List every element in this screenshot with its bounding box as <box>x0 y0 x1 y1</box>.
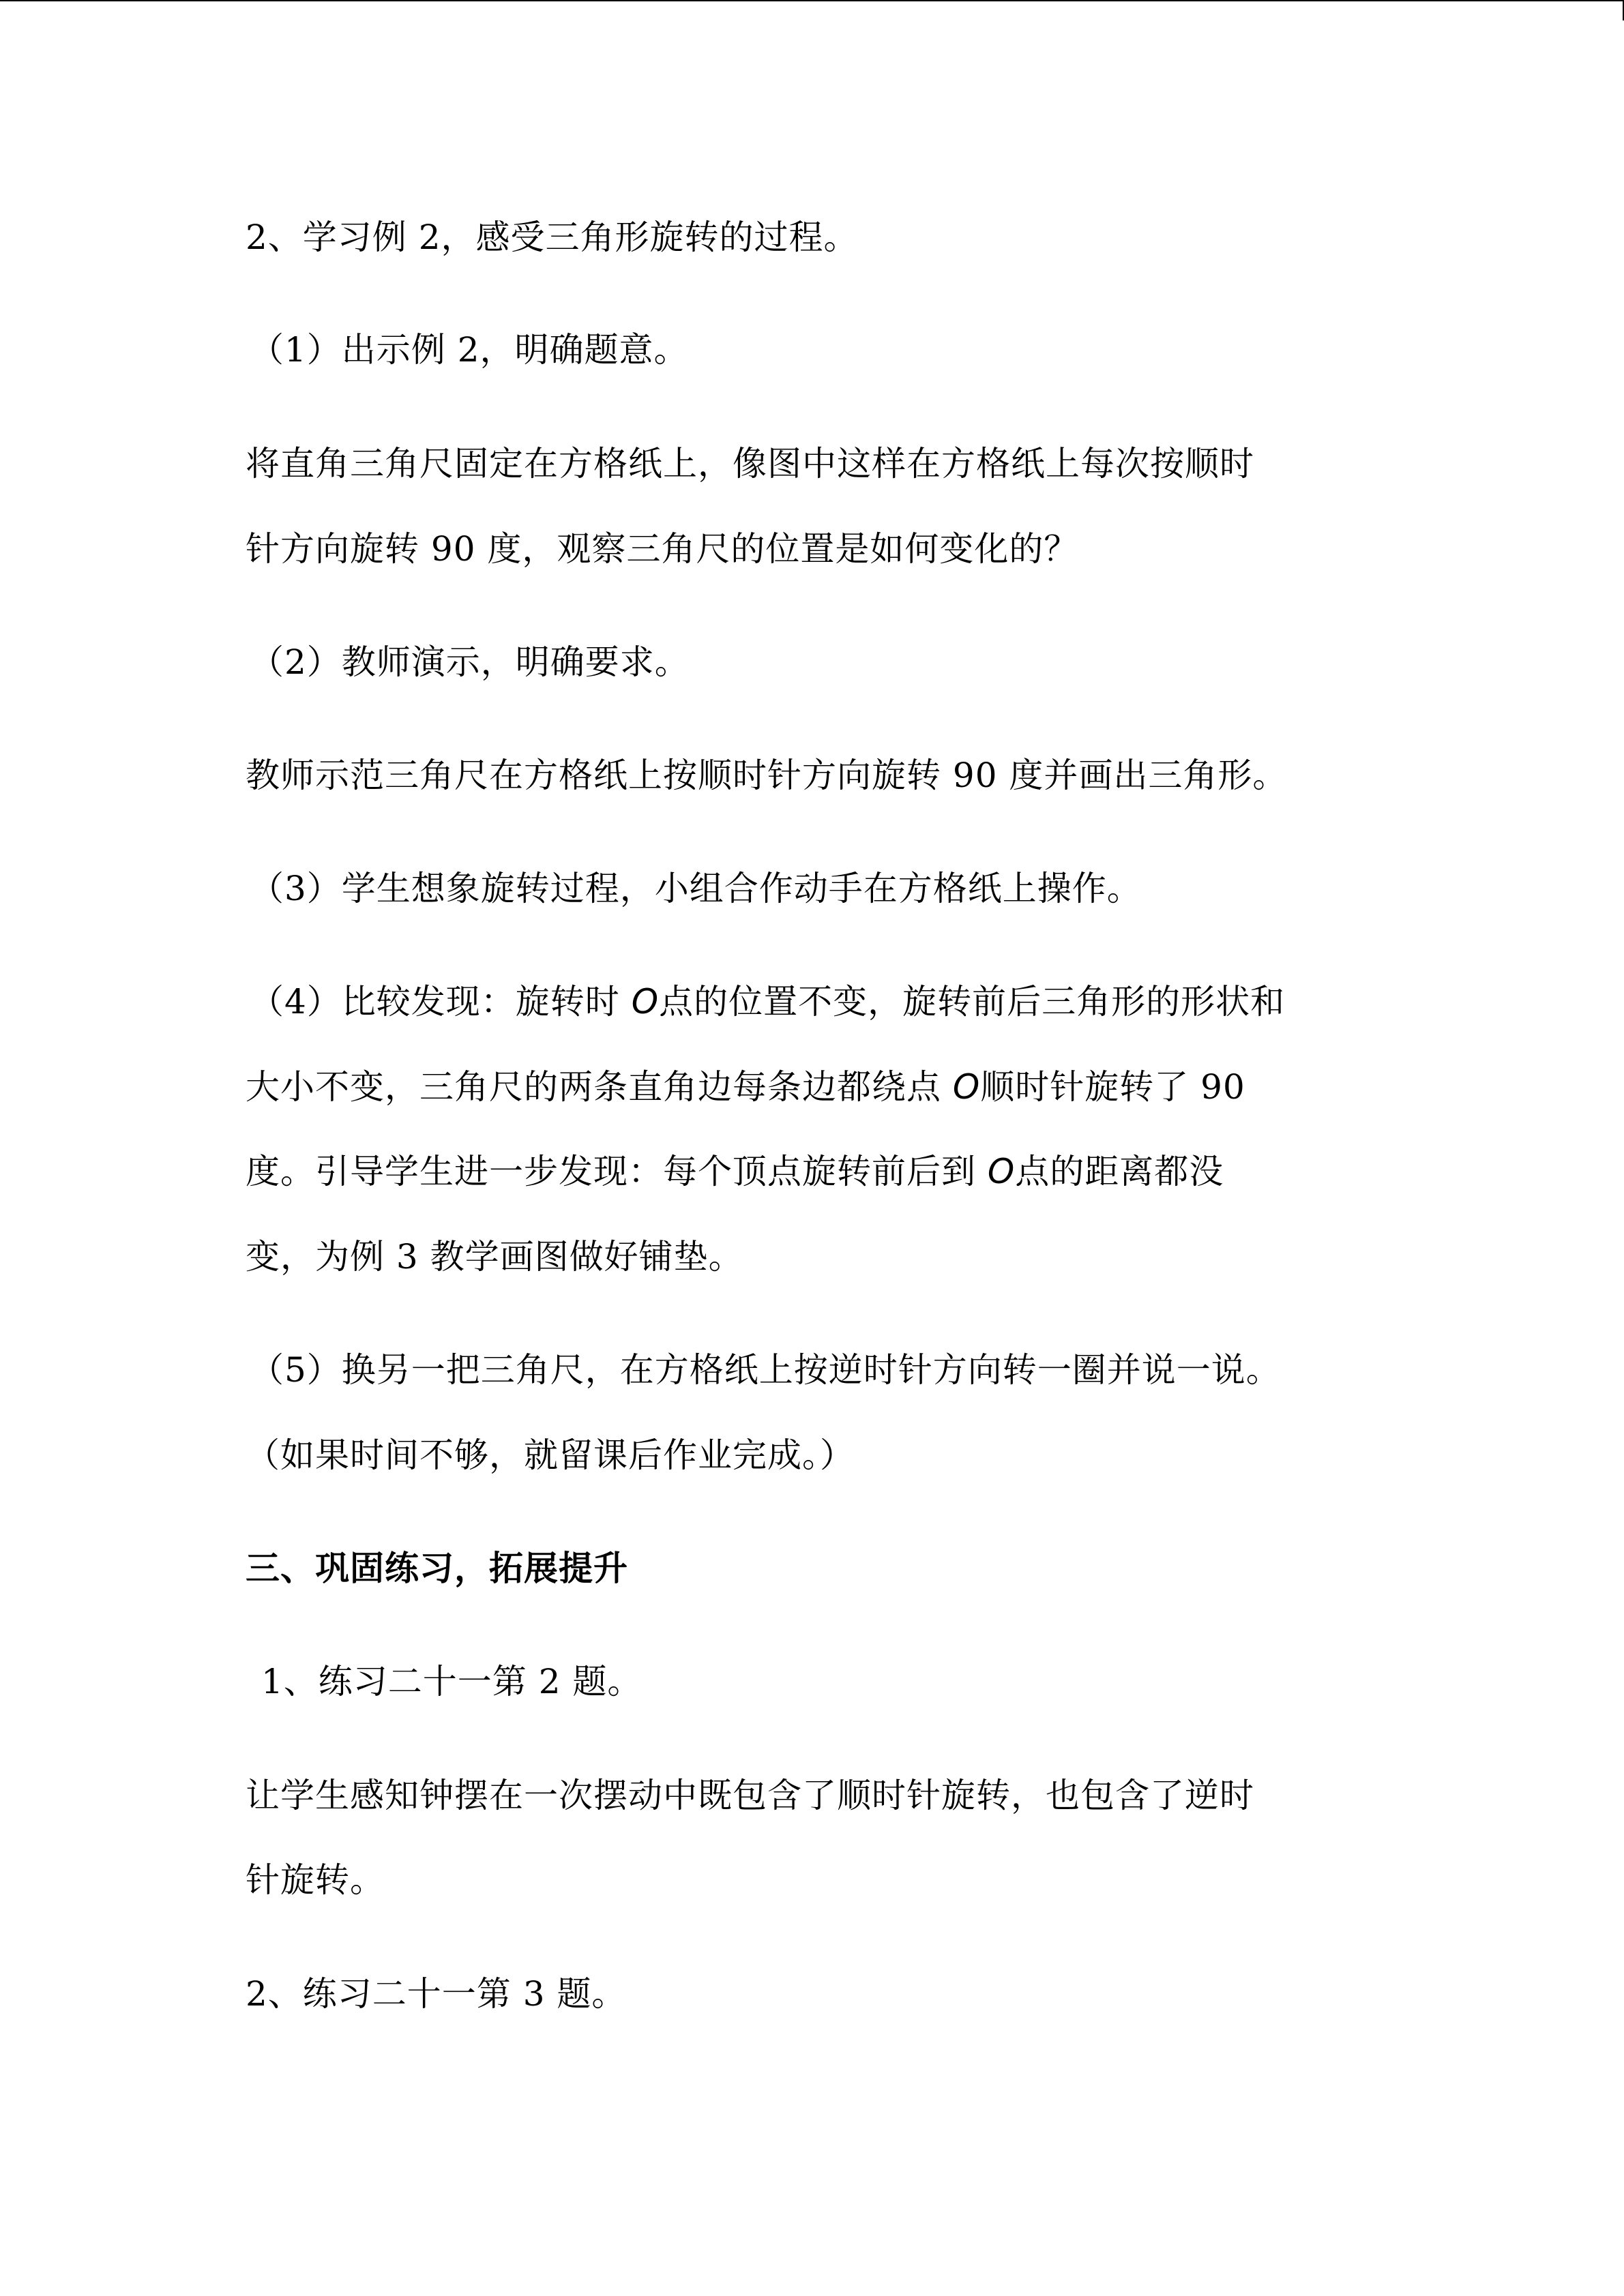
line-step5: （5）换另一把三角尺，在方格纸上按逆时针方向转一圈并说一说。 <box>250 1350 1281 1390</box>
line-step4-part2-a: 大小不变，三角尺的两条直角边每条边都绕点 <box>246 1067 953 1107</box>
line-step1: （1）出示例 2，明确题意。 <box>250 330 689 370</box>
point-o-label: O <box>952 1067 981 1107</box>
line-step4-part3-a: 度。引导学生进一步发现：每个顶点旋转前后到 <box>246 1152 988 1191</box>
line-step4-part2-b: 顺时针旋转了 90 <box>980 1067 1245 1107</box>
line-exercise1-desc-part1: 让学生感知钟摆在一次摆动中既包含了顺时针旋转，也包含了逆时 <box>246 1776 1254 1815</box>
line-step4-part2 <box>246 1067 1245 1107</box>
line-step4-part1 <box>250 981 1285 1022</box>
line-exercise1-desc-part2: 针旋转。 <box>246 1860 385 1900</box>
line-step4-part3 <box>246 1151 1224 1192</box>
section-heading-practice: 三、巩固练习，拓展提升 <box>246 1548 628 1588</box>
line-teacher-demo: 教师示范三角尺在方格纸上按顺时针方向旋转 90 度并画出三角形。 <box>246 756 1288 795</box>
line-task-part2: 针方向旋转 90 度，观察三角尺的位置是如何变化的？ <box>246 529 1079 569</box>
line-step4-part3-b: 点的距离都没 <box>1015 1152 1224 1191</box>
line-task-part1: 将直角三角尺固定在方格纸上，像图中这样在方格纸上每次按顺时 <box>246 444 1254 483</box>
line-step4-part1-a: （4）比较发现：旋转时 <box>250 982 632 1022</box>
line-step4-part4: 变，为例 3 教学画图做好铺垫。 <box>246 1237 743 1277</box>
point-o-label: O <box>631 982 660 1022</box>
line-exercise2: 2、练习二十一第 3 题。 <box>246 1974 627 2014</box>
line-step5-note: （如果时间不够，就留课后作业完成。） <box>246 1435 855 1475</box>
line-step4-part1-b: 点的位置不变，旋转前后三角形的形状和 <box>659 982 1286 1022</box>
line-exercise1: 1、练习二十一第 2 题。 <box>261 1662 643 1701</box>
line-step2: （2）教师演示，明确要求。 <box>250 642 690 682</box>
point-o-label: O <box>987 1152 1016 1191</box>
line-example2-heading: 2、学习例 2，感受三角形旋转的过程。 <box>246 218 859 257</box>
page-top-border <box>0 0 1624 1</box>
line-step3: （3）学生想象旋转过程，小组合作动手在方格纸上操作。 <box>250 869 1142 908</box>
